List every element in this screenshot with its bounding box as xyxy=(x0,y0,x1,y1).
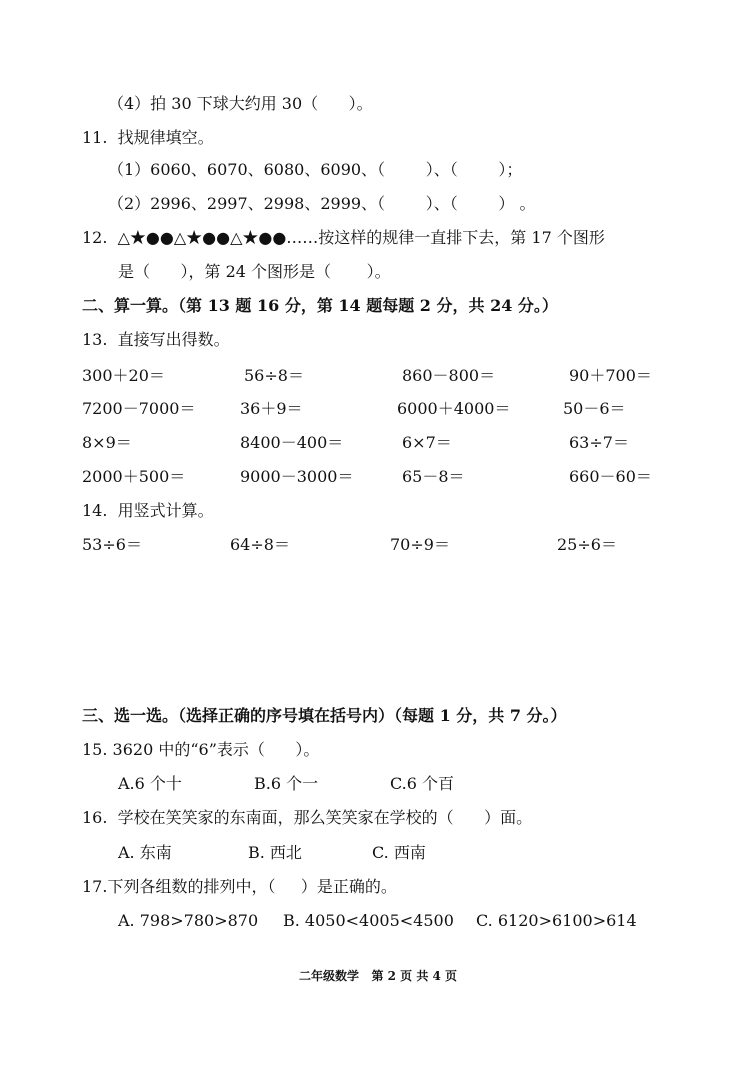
question-13-title: 13. 直接写出得数。 xyxy=(82,330,230,349)
section-3-title: 三、选一选。（选择正确的序号填在括号内）（每题 1 分，共 7 分。） xyxy=(82,706,567,725)
vertical-calc-item: 25÷6＝ xyxy=(557,535,617,554)
option-a: A. 798>780>870 xyxy=(118,911,259,930)
option-b: B. 4050<4005<4500 xyxy=(283,911,454,930)
question-14-title: 14. 用竖式计算。 xyxy=(82,501,214,520)
calc-item: 65－8＝ xyxy=(402,467,465,486)
calc-item: 2000＋500＝ xyxy=(82,467,186,486)
question-10-4: （4）拍 30 下球大约用 30（ ）。 xyxy=(108,94,373,113)
calc-item: 7200－7000＝ xyxy=(82,399,196,418)
option-c: C. 西南 xyxy=(372,843,426,862)
question-12-line-2: 是（ ），第 24 个图形是（ ）。 xyxy=(118,262,391,281)
calc-item: 56÷8＝ xyxy=(244,366,304,385)
calc-item: 8400－400＝ xyxy=(240,433,344,452)
calc-item: 9000－3000＝ xyxy=(240,467,354,486)
option-c: C.6 个百 xyxy=(390,774,455,793)
option-b: B.6 个一 xyxy=(254,774,319,793)
calc-item: 6000＋4000＝ xyxy=(397,399,511,418)
question-11-item-2: （2）2996、2997、2998、2999、（ ）、（ ） 。 xyxy=(108,194,536,213)
option-c: C. 6120>6100>614 xyxy=(476,911,637,930)
section-2-title: 二、算一算。（第 13 题 16 分，第 14 题每题 2 分，共 24 分。） xyxy=(82,296,558,315)
question-16: 16. 学校在笑笑家的东南面，那么笑笑家在学校的（ ）面。 xyxy=(82,808,533,827)
question-11-item-1: （1）6060、6070、6080、6090、（ ）、（ ）； xyxy=(108,160,523,179)
option-a: A. 东南 xyxy=(118,843,172,862)
calc-item: 6×7＝ xyxy=(402,433,452,452)
question-11-title: 11. 找规律填空。 xyxy=(82,128,214,147)
option-a: A.6 个十 xyxy=(118,774,182,793)
question-17: 17.下列各组数的排列中，（ ）是正确的。 xyxy=(82,877,397,896)
calc-item: 36＋9＝ xyxy=(240,399,303,418)
calc-item: 300＋20＝ xyxy=(82,366,165,385)
calc-item: 63÷7＝ xyxy=(569,433,629,452)
calc-item: 50－6＝ xyxy=(563,399,626,418)
calc-item: 860－800＝ xyxy=(402,366,496,385)
calc-item: 660－60＝ xyxy=(569,467,652,486)
question-15: 15. 3620 中的“6”表示（ ）。 xyxy=(82,740,320,759)
calc-item: 8×9＝ xyxy=(82,433,132,452)
question-12-line-1: 12. △★●●△★●●△★●●……按这样的规律一直排下去，第 17 个图形 xyxy=(82,228,605,247)
option-b: B. 西北 xyxy=(248,843,302,862)
calc-item: 90＋700＝ xyxy=(569,366,652,385)
vertical-calc-item: 53÷6＝ xyxy=(82,535,142,554)
vertical-calc-item: 70÷9＝ xyxy=(390,535,450,554)
page-footer: 二年级数学 第 2 页 共 4 页 xyxy=(298,969,458,983)
vertical-calc-item: 64÷8＝ xyxy=(230,535,290,554)
